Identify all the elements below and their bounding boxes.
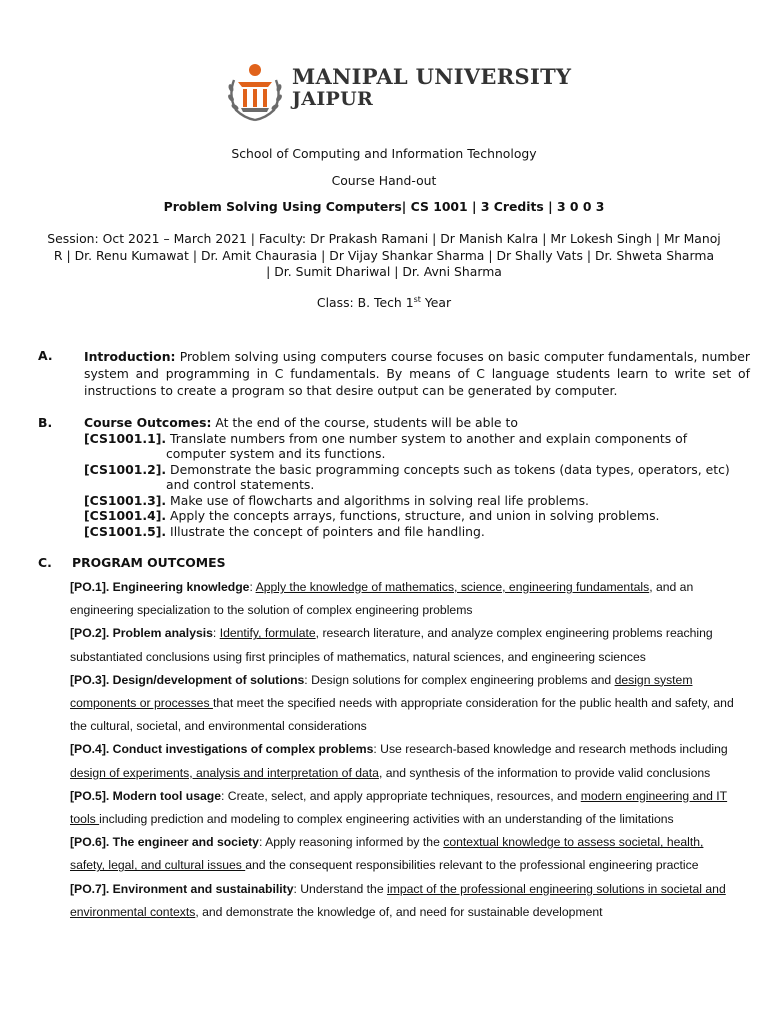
outcome-text: Translate numbers from one number system to another and explain components of computer system and its functions.	[166, 430, 688, 461]
po-underlined-text: Apply the knowledge of mathematics, science, engineering fundamentals	[255, 580, 650, 594]
po-underlined-text: contextual knowledge to assess societal, health, safety, legal, and cultural issues	[70, 835, 704, 873]
po-label: [PO.3]. Design/development of solutions	[70, 672, 305, 687]
session-line-1: Session: Oct 2021 – March 2021 | Faculty: Dr Prakash Ramani | Dr Manish Kalra | Mr Lokesh Singh | Mr Manoj	[47, 231, 721, 246]
program-outcome-item	[70, 878, 740, 924]
logo-city-name: JAIPUR	[292, 88, 374, 110]
po-label: [PO.2]. Problem analysis	[70, 626, 213, 641]
class-sup: st	[413, 295, 421, 304]
po-text: , research literature, and analyze complex engineering problems reaching substantiated conclusions using first principles of mathematics, natural sciences, and engineering sciences	[70, 626, 713, 664]
section-b-heading: Course Outcomes:	[84, 415, 212, 430]
po-text: : Design solutions for complex engineering problems and	[304, 672, 615, 687]
logo-university-name: MANIPAL UNIVERSITY	[292, 64, 572, 89]
po-text: : Create, select, and apply appropriate techniques, resources, and	[221, 788, 581, 803]
section-a-letter: A.	[38, 348, 53, 363]
course-title: Problem Solving Using Computers| CS 1001 | 3 Credits | 3 0 0 3	[163, 199, 605, 214]
po-text: , and demonstrate the knowledge of, and need for sustainable development	[195, 904, 603, 919]
program-outcome-item	[70, 785, 740, 831]
class-prefix: Class: B. Tech 1	[316, 295, 414, 311]
section-a-text: Problem solving using computers course focuses on basic computer fundamentals, number system and programming in C fundamentals. By means of C language students learn to write set of instructions to create a program so that desire output can be generated by computer.	[84, 349, 750, 398]
po-text: including prediction and modeling to complex engineering activities with an understanding of the limitations	[99, 812, 674, 827]
program-outcome-item	[70, 831, 740, 877]
program-outcomes-list	[70, 576, 740, 924]
po-label: [PO.4]. Conduct investigations of complex problems	[70, 742, 374, 757]
po-text: : Understand the	[293, 881, 387, 896]
outcome-code: [CS1001.3].	[84, 492, 167, 508]
university-emblem-icon	[224, 58, 286, 124]
po-label: [PO.1]. Engineering knowledge	[70, 580, 250, 594]
section-b-letter: B.	[38, 415, 53, 430]
po-text: : Use research-based knowledge and research methods including	[373, 742, 728, 757]
course-outcome-item	[84, 493, 750, 509]
doc-type: Course Hand-out	[331, 173, 437, 188]
school-name: School of Computing and Information Technology	[231, 146, 537, 161]
po-underlined-text: Identify, formulate	[219, 626, 316, 641]
outcome-code: [CS1001.2].	[84, 461, 167, 477]
session-line-3: | Dr. Sumit Dhariwal | Dr. Avni Sharma	[266, 264, 502, 279]
program-outcome-item	[70, 738, 740, 784]
outcome-text: Apply the concepts arrays, functions, structure, and union in solving problems.	[166, 508, 660, 523]
outcome-code: [CS1001.5].	[84, 523, 167, 539]
po-text: :	[249, 580, 256, 594]
course-outcome-item	[84, 524, 750, 540]
po-underlined-text: modern engineering and IT tools	[70, 788, 728, 827]
outcome-text: Illustrate the concept of pointers and file handling.	[166, 523, 485, 539]
section-a-introduction	[84, 348, 750, 399]
po-text: and the consequent responsibilities relevant to the professional engineering practice	[245, 858, 699, 873]
po-text: :	[212, 626, 220, 641]
outcome-text: Make use of flowcharts and algorithms in solving real life problems.	[166, 492, 589, 508]
course-outcome-item	[84, 431, 750, 462]
outcome-text: Demonstrate the basic programming concepts such as tokens (data types, operators, etc) and control statements.	[166, 461, 730, 492]
section-c-letter: C.	[38, 555, 52, 570]
po-text: that meet the specified needs with appropriate consideration for the public health and safety, and the cultural, societal, and environmental considerations	[70, 696, 734, 734]
po-text: , and synthesis of the information to provide valid conclusions	[378, 765, 711, 780]
program-outcome-item	[70, 576, 740, 622]
po-label: [PO.7]. Environment and sustainability	[70, 881, 294, 896]
po-label: [PO.6]. The engineer and society	[70, 835, 259, 850]
section-b-course-outcomes	[84, 415, 750, 539]
outcome-code: [CS1001.1].	[84, 430, 167, 446]
section-b-intro-line	[84, 415, 750, 431]
po-label: [PO.5]. Modern tool usage	[70, 788, 221, 803]
po-text: : Apply reasoning informed by the	[258, 835, 444, 850]
po-underlined-text: impact of the professional engineering solutions in societal and environmental contexts	[70, 881, 726, 919]
po-text: , and an engineering specialization to the solution of complex engineering problems	[70, 580, 694, 618]
program-outcome-item	[70, 622, 740, 668]
course-outcome-item	[84, 462, 750, 493]
session-line-2: R | Dr. Renu Kumawat | Dr. Amit Chaurasia | Dr Vijay Shankar Sharma | Dr Shally Vats | Dr. Shweta Sharma	[53, 247, 715, 263]
class-suffix: Year	[420, 295, 452, 311]
program-outcome-item	[70, 669, 740, 739]
session-faculty	[40, 231, 728, 281]
po-underlined-text: design system components or processes	[70, 672, 693, 711]
section-c-heading: PROGRAM OUTCOMES	[72, 555, 226, 570]
university-logo	[224, 58, 584, 124]
po-underlined-text: design of experiments, analysis and interpretation of data	[70, 765, 379, 780]
outcome-code: [CS1001.4].	[84, 508, 167, 523]
section-a-heading: Introduction:	[84, 349, 176, 364]
section-b-intro: At the end of the course, students will be able to	[211, 415, 518, 430]
class-year	[40, 295, 728, 310]
course-outcome-item	[84, 508, 750, 524]
